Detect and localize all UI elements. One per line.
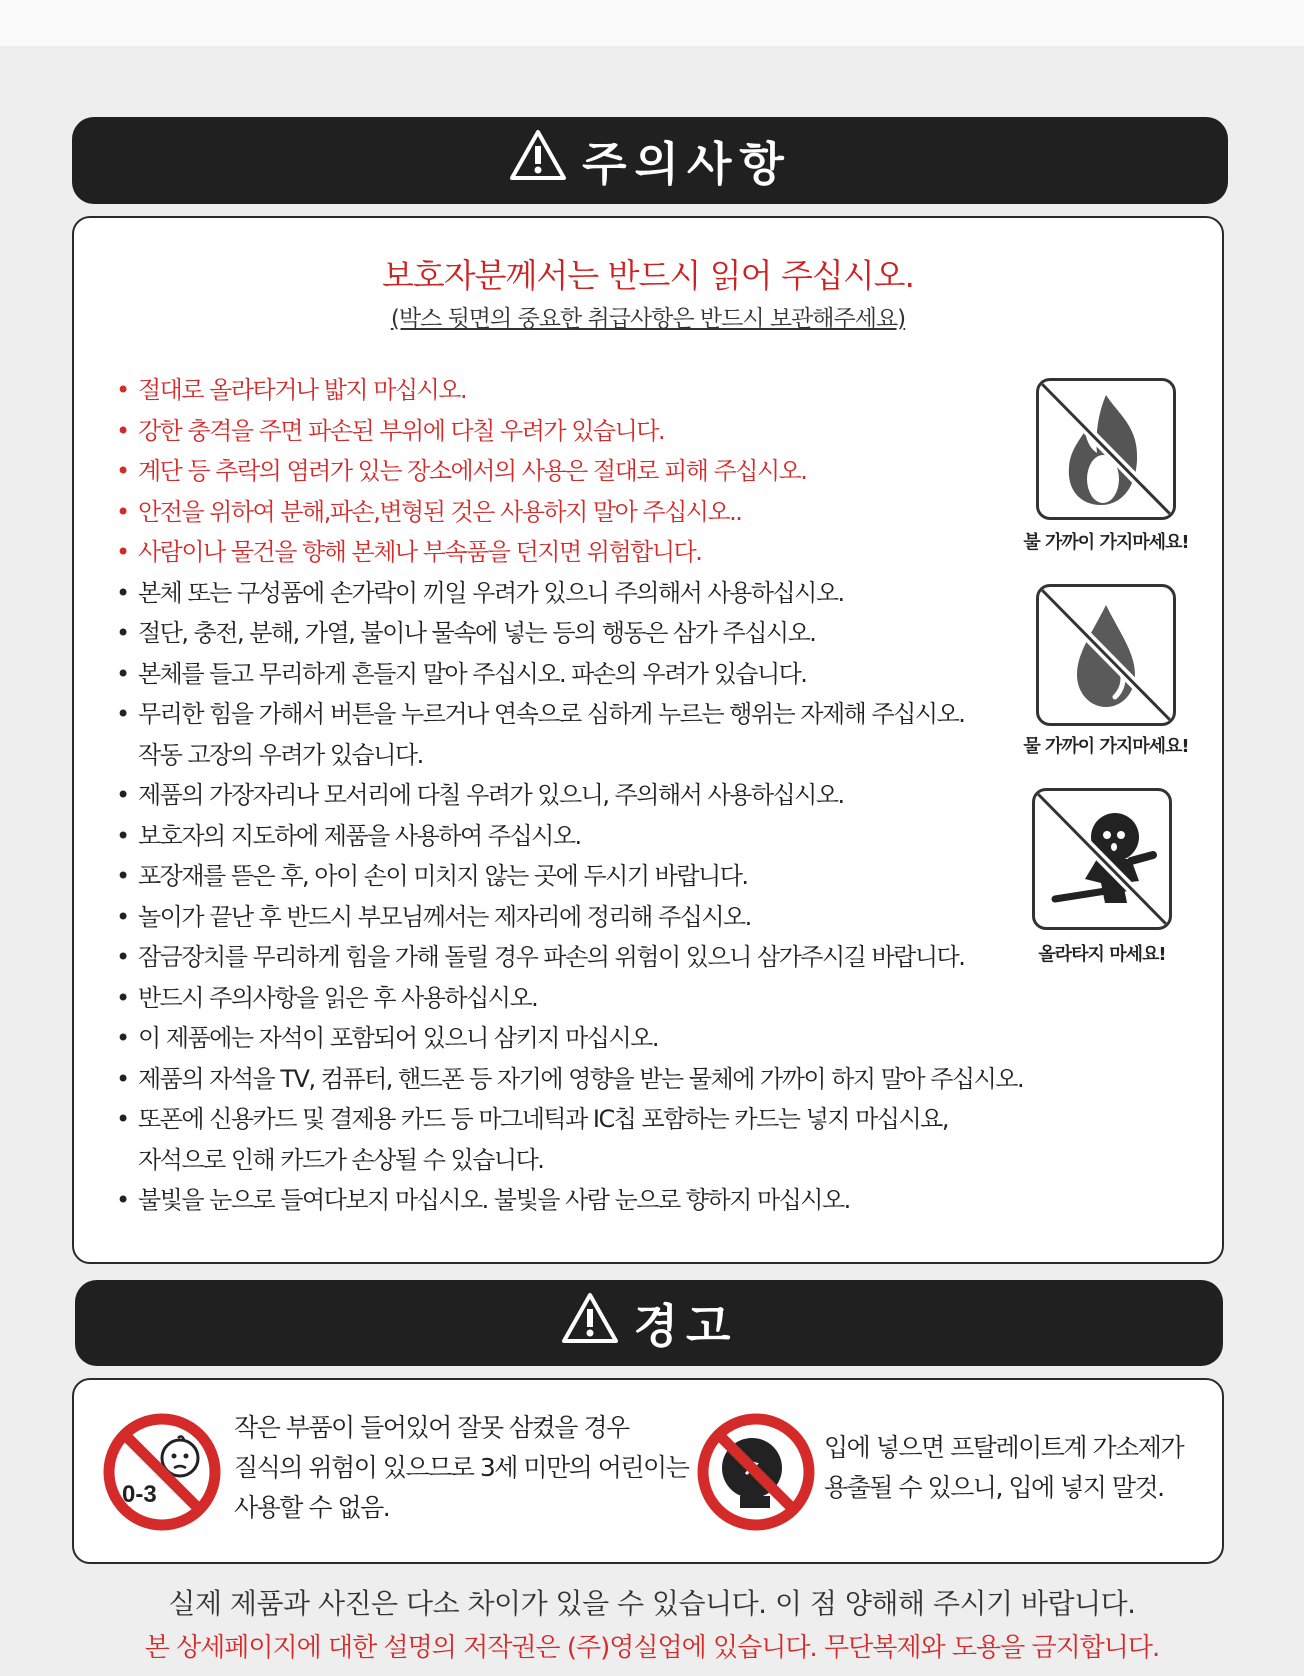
small-parts-warning-line: 질식의 위험이 있으므로 3세 미만의 어린이는 (234, 1453, 689, 1482)
caution-item (116, 897, 1023, 938)
caution-item (116, 856, 1023, 897)
caution-subline (74, 300, 1222, 333)
small-parts-warning-line: 사용할 수 없음. (234, 1493, 390, 1522)
warning-banner-title: 경고 (633, 1299, 739, 1353)
caution-item-text: 절대로 올라타거나 밟지 마십시오. (138, 376, 467, 404)
caution-banner (72, 117, 1228, 204)
caution-item-text: 본체 또는 구성품에 손가락이 끼일 우려가 있으니 주의해서 사용하십시오. (138, 578, 844, 607)
no-climbing-pictogram (1032, 788, 1172, 930)
phthalate-warning (824, 1428, 1183, 1508)
no-climbing-label: 올라타지 마세요! (1038, 944, 1166, 965)
caution-item-text: 안전을 위하여 분해,파손,변형된 것은 사용하지 말아 주십시오.. (138, 497, 742, 526)
no-climbing-icon (1035, 791, 1169, 927)
caution-headline: 보호자분께서는 반드시 읽어 주십시오. (381, 256, 914, 295)
copyright-text: 본 상세페이지에 대한 설명의 저작권은 (주)영실업에 있습니다. 무단복제와 도용을 금지합니다. (144, 1633, 1160, 1663)
phthalate-warning-line: 입에 넣으면 프탈레이트계 가소제가 (824, 1433, 1184, 1462)
age-badge: 0-3 (122, 1481, 157, 1508)
warning-banner (75, 1280, 1223, 1366)
caution-item (116, 775, 1023, 816)
caution-item-text: 잠금장치를 무리하게 힘을 가해 돌릴 경우 파손의 위험이 있으니 삼가주시길 바랍니다. (138, 943, 965, 971)
no-water-icon (1039, 587, 1173, 723)
caution-item-continuation: 작동 고장의 우려가 있습니다. (138, 740, 423, 769)
no-fire-label: 불 가까이 가지마세요! (1023, 532, 1189, 553)
caution-item-text: 보호자의 지도하에 제품을 사용하여 주십시오. (138, 821, 581, 850)
caution-item-text: 놀이가 끝난 후 반드시 부모님께서는 제자리에 정리해 주십시오. (138, 902, 751, 931)
caution-item-text: 절단, 충전, 분해, 가열, 불이나 물속에 넣는 등의 행동은 삼가 주십시오. (138, 619, 816, 647)
no-fire-icon (1039, 381, 1173, 517)
caution-item (116, 978, 1023, 1019)
caution-item (116, 532, 1023, 573)
caution-banner-title: 주의사항 (582, 136, 792, 191)
no-mouth-icon (696, 1412, 816, 1532)
caution-item-text: 무리한 힘을 가해서 버튼을 누르거나 연속으로 심하게 누르는 행위는 자제해 주십시오. (138, 700, 965, 728)
caution-item (116, 451, 1023, 492)
caution-item-text: 사람이나 물건을 향해 본체나 부속품을 던지면 위험합니다. (138, 538, 702, 566)
caution-item (116, 1059, 1023, 1100)
caution-list (116, 370, 1023, 1221)
caution-item (116, 492, 1023, 533)
caution-item (116, 1180, 1023, 1221)
caution-item-text: 강한 충격을 주면 파손된 부위에 다칠 우려가 있습니다. (138, 416, 665, 445)
caution-item-text: 불빛을 눈으로 들여다보지 마십시오. 불빛을 사람 눈으로 향하지 마십시오. (138, 1186, 850, 1214)
caution-item-text: 반드시 주의사항을 읽은 후 사용하십시오. (138, 983, 538, 1012)
caution-item (116, 370, 1023, 411)
phthalate-warning-line: 용출될 수 있으니, 입에 넣지 말것. (824, 1473, 1164, 1502)
caution-item-text: 포장재를 뜯은 후, 아이 손이 미치지 않는 곳에 두시기 바랍니다. (138, 862, 748, 890)
caution-item-text: 이 제품에는 자석이 포함되어 있으니 삼키지 마십시오. (138, 1024, 658, 1052)
caution-item-text: 계단 등 추락의 염려가 있는 장소에서의 사용은 절대로 피해 주십시오. (138, 457, 807, 485)
no-water-pictogram (1036, 584, 1176, 726)
caution-item-text: 본체를 들고 무리하게 흔들지 말아 주십시오. 파손의 우려가 있습니다. (138, 659, 807, 688)
warning-panel (72, 1378, 1224, 1564)
no-water-label: 물 가까이 가지마세요! (1023, 736, 1189, 757)
caution-item (116, 694, 1023, 775)
caution-item (116, 613, 1023, 654)
age-restriction-icon (102, 1412, 222, 1532)
caution-panel (72, 216, 1224, 1264)
caution-item (116, 411, 1023, 452)
caution-item-text: 또폰에 신용카드 및 결제용 카드 등 마그네틱과 IC칩 포함하는 카드는 넣지 마십시요, (138, 1105, 948, 1133)
caution-item (116, 573, 1023, 614)
caution-item-text: 제품의 가장자리나 모서리에 다칠 우려가 있으니, 주의해서 사용하십시오. (138, 781, 844, 809)
disclaimer-text: 실제 제품과 사진은 다소 차이가 있을 수 있습니다. 이 점 양해해 주시기 바랍니다. (168, 1587, 1136, 1620)
caution-item (116, 1018, 1023, 1059)
caution-item (116, 1099, 1023, 1180)
warning-triangle-icon (508, 128, 568, 193)
top-band (0, 0, 1304, 46)
caution-item-text: 제품의 자석을 TV, 컴퓨터, 핸드폰 등 자기에 영향을 받는 물체에 가까이 하지 말아 주십시오. (138, 1064, 1024, 1093)
caution-item-continuation: 자석으로 인해 카드가 손상될 수 있습니다. (138, 1145, 544, 1174)
caution-item (116, 937, 1023, 978)
small-parts-warning (234, 1408, 688, 1528)
small-parts-warning-line: 작은 부품이 들어있어 잘못 삼켰을 경우 (234, 1413, 629, 1442)
caution-item (116, 816, 1023, 857)
caution-subline-text: (박스 뒷면의 중요한 취급사항은 반드시 보관해주세요) (390, 306, 906, 332)
no-fire-pictogram (1036, 378, 1176, 520)
caution-item (116, 654, 1023, 695)
warning-triangle-icon (560, 1291, 620, 1356)
